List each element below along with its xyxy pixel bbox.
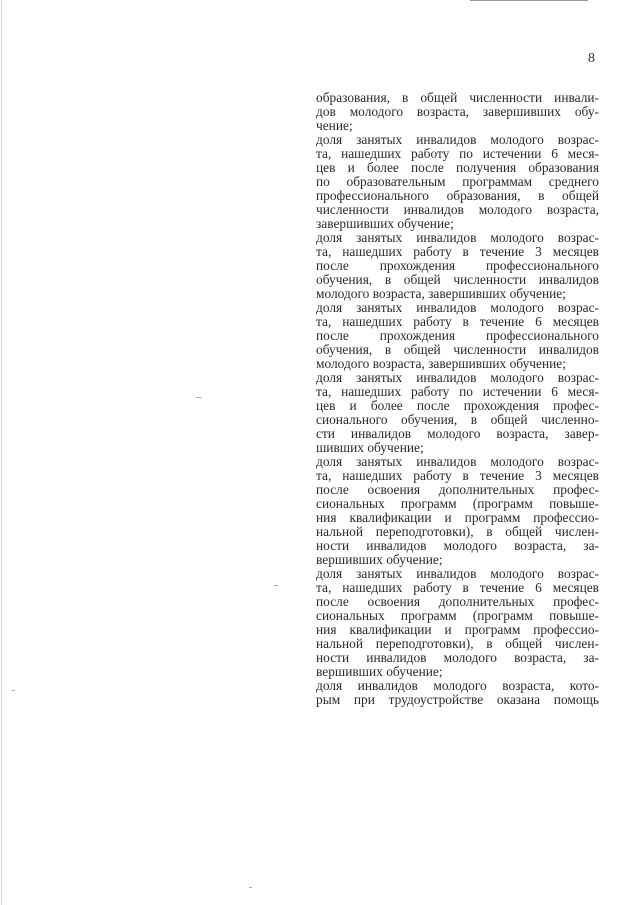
text-line: обучения, в общей численности инвалидов xyxy=(316,272,599,287)
text-line: чение; xyxy=(316,118,353,133)
scan-artifact xyxy=(274,585,278,586)
text-line: доля занятых инвалидов молодого возрас- xyxy=(316,230,599,245)
text-line: доля занятых инвалидов молодого возрас- xyxy=(316,370,599,385)
text-line: та, нашедших работу по истечении 6 меся- xyxy=(316,146,599,161)
list-item-paragraph xyxy=(316,679,599,707)
text-line: цев и более после получения образования xyxy=(316,160,599,175)
text-line: сиональных программ (программ повыше- xyxy=(316,496,599,511)
list-item-paragraph xyxy=(316,231,599,301)
text-line: та, нашедших работу в течение 6 месяцев xyxy=(316,580,599,595)
text-line: нальной переподготовки), в общей числен- xyxy=(316,636,599,651)
scan-edge-top-line xyxy=(470,0,588,1)
text-line: цев и более после прохождения профес- xyxy=(316,398,599,413)
text-line: численности инвалидов молодого возраста, xyxy=(316,202,599,217)
text-line: та, нашедших работу в течение 3 месяцев xyxy=(316,468,599,483)
text-line: сионального обучения, в общей численно- xyxy=(316,412,599,427)
text-line: сти инвалидов молодого возраста, завер- xyxy=(316,426,599,441)
text-line: дов молодого возраста, завершивших обу- xyxy=(316,104,599,119)
text-line: нальной переподготовки), в общей числен- xyxy=(316,524,599,539)
text-line: после освоения дополнительных профес- xyxy=(316,594,599,609)
body-text-column xyxy=(316,91,599,707)
list-item-paragraph xyxy=(316,91,599,133)
text-line: та, нашедших работу по истечении 6 меся- xyxy=(316,384,599,399)
text-line: профессионального образования, в общей xyxy=(316,188,599,203)
text-line: сиональных программ (программ повыше- xyxy=(316,608,599,623)
text-line: та, нашедших работу в течение 3 месяцев xyxy=(316,244,599,259)
text-line: доля занятых инвалидов молодого возрас- xyxy=(316,454,599,469)
text-line: доля занятых инвалидов молодого возрас- xyxy=(316,566,599,581)
list-item-paragraph xyxy=(316,567,599,679)
list-item-paragraph xyxy=(316,133,599,231)
scan-artifact xyxy=(249,887,252,888)
text-line: после прохождения профессионального xyxy=(316,258,599,273)
text-line: ния квалификации и программ профессио- xyxy=(316,510,599,525)
text-line: после прохождения профессионального xyxy=(316,328,599,343)
text-line: доля занятых инвалидов молодого возрас- xyxy=(316,132,599,147)
text-line: вершивших обучение; xyxy=(316,552,443,567)
list-item-paragraph xyxy=(316,455,599,567)
scan-artifact xyxy=(196,397,201,398)
text-line: завершивших обучение; xyxy=(316,216,454,231)
text-line: доля инвалидов молодого возраста, кото- xyxy=(316,678,599,693)
text-line: молодого возраста, завершивших обучение; xyxy=(316,356,566,371)
text-line: ности инвалидов молодого возраста, за- xyxy=(316,650,599,665)
text-line: ния квалификации и программ профессио- xyxy=(316,622,599,637)
text-line: ности инвалидов молодого возраста, за- xyxy=(316,538,599,553)
text-line: та, нашедших работу в течение 6 месяцев xyxy=(316,314,599,329)
page-number: 8 xyxy=(588,51,595,66)
text-line: образования, в общей численности инвали- xyxy=(316,90,599,105)
scan-edge-left-line xyxy=(1,0,2,905)
text-line: по образовательным программам среднего xyxy=(316,174,599,189)
text-line: шивших обучение; xyxy=(316,440,424,455)
list-item-paragraph xyxy=(316,371,599,455)
text-line: молодого возраста, завершивших обучение; xyxy=(316,286,566,301)
text-line: рым при трудоустройстве оказана помощь xyxy=(316,692,599,707)
text-line: вершивших обучение; xyxy=(316,664,443,679)
text-line: доля занятых инвалидов молодого возрас- xyxy=(316,300,599,315)
text-line: обучения, в общей численности инвалидов xyxy=(316,342,599,357)
text-line: после освоения дополнительных профес- xyxy=(316,482,599,497)
list-item-paragraph xyxy=(316,301,599,371)
scan-artifact xyxy=(12,690,15,691)
